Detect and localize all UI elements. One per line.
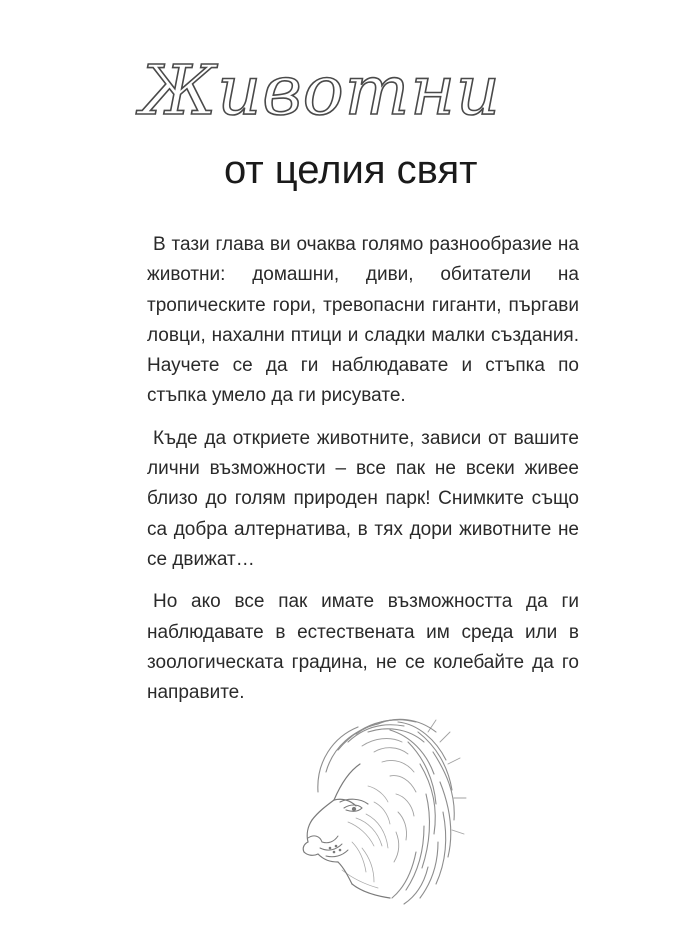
lion-head-sketch-icon [278,702,478,907]
chapter-intro-text [147,230,579,720]
chapter-subtitle: от целия свят [224,148,478,192]
chapter-title-script: Животни [140,52,501,131]
intro-paragraph-3: Но ако все пак имате възможността да ги наблюдавате в естествената им среда или в зоологическата градина, не се колебайте да го направите. [147,591,579,704]
intro-paragraph-1: В тази глава ви очаква голямо разнообразие на животни: домашни, диви, обитатели на тропическите гори, тревопасни гиганти, пъргави ловци, нахални птици и сладки малки създания. Научете се да ги наблюдавате и стъпка по стъпка умело да ги рисувате. [147,234,579,407]
intro-paragraph-2: Къде да откриете животните, зависи от вашите лични възможности – все пак не всеки живее близо до голям природен парк! Снимките също са добра алтернатива, в тях дори животните не се движат… [147,427,579,570]
